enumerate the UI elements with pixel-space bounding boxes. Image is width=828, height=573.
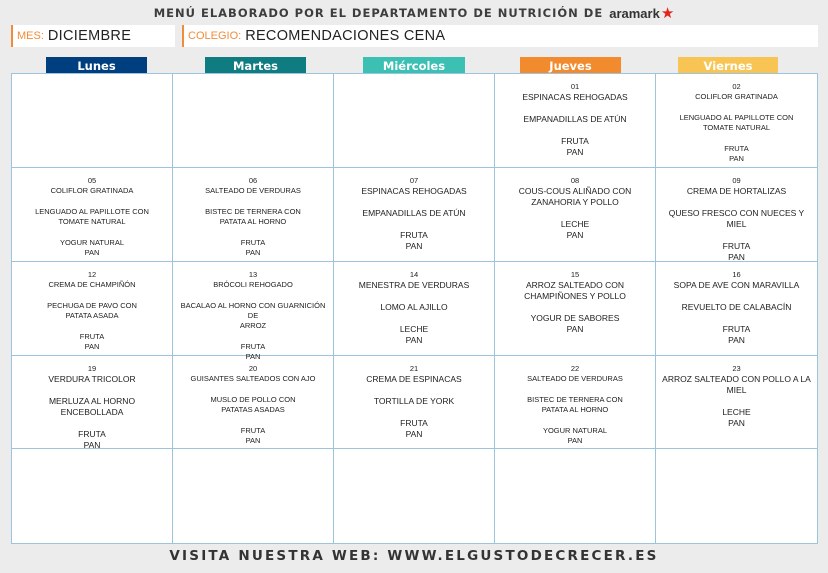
empty-day-cell (173, 74, 334, 168)
school-field (182, 25, 818, 47)
dish-line: ESPINACAS REHOGADAS (361, 186, 467, 196)
dish-line: LECHE (560, 219, 590, 229)
day-number: 14 (409, 270, 419, 279)
dish-line: MUSLO DE POLLO CON (210, 395, 296, 404)
day-cell (495, 168, 656, 262)
dish-line: PAN (566, 230, 584, 240)
dish-line: ZANAHORIA Y POLLO (531, 197, 619, 207)
day-number: 08 (570, 176, 580, 185)
dish-line: PAN (245, 248, 261, 257)
dish-line: PAN (405, 335, 423, 345)
day-cell (495, 356, 656, 449)
dish-line: PAN (245, 352, 261, 361)
dish-line: FRUTA (724, 144, 749, 153)
dish-line: YOGUR NATURAL (542, 426, 608, 435)
dish-line: BACALAO AL HORNO CON GUARNICIÓN DE (180, 301, 326, 320)
dish-line: SALTEADO DE VERDURAS (527, 374, 623, 383)
dish-line: PAN (83, 440, 101, 450)
dish-line: CREMA DE ESPINACAS (366, 374, 462, 384)
menu-calendar-grid (11, 73, 818, 544)
month-field (11, 25, 175, 47)
dish-line: FRUTA (722, 324, 751, 334)
day-header-lunes: Lunes (46, 57, 147, 74)
aramark-logo (609, 3, 675, 22)
dish-line: MERLUZA AL HORNO ENCEBOLLADA (48, 396, 136, 417)
day-cell (656, 262, 817, 356)
day-cell (334, 168, 495, 262)
dish-line: PATATA AL HORNO (219, 217, 287, 226)
dish-line: ESPINACAS REHOGADAS (522, 92, 628, 102)
dish-line: CREMA DE HORTALIZAS (686, 186, 787, 196)
dish-line: PAN (405, 241, 423, 251)
dish-line: PAN (728, 252, 745, 262)
dish-line: LENGUADO AL PAPILLOTE CON (35, 207, 149, 216)
day-cell (495, 262, 656, 356)
day-number: 22 (570, 364, 580, 373)
dish-line: BRÓCOLI REHOGADO (213, 280, 293, 289)
dish-line: PAN (84, 248, 100, 257)
dish-line: FRUTA (400, 230, 428, 240)
dish-line: FRUTA (240, 342, 266, 351)
dish-line: PAN (728, 335, 745, 345)
day-number: 05 (87, 176, 97, 185)
dish-line: REVUELTO DE CALABACÍN (681, 302, 792, 312)
school-value: RECOMENDACIONES CENA (245, 28, 446, 44)
dish-line: FRUTA (400, 418, 428, 428)
day-cell (12, 168, 173, 262)
dish-line: EMPANADILLAS DE ATÚN (362, 208, 466, 218)
day-header-jueves: Jueves (520, 57, 621, 74)
empty-day-cell (12, 449, 173, 543)
dish-line: PAN (566, 147, 584, 157)
dish-line: GUISANTES SALTEADOS CON AJO (190, 374, 316, 383)
dish-line: PATATA AL HORNO (541, 405, 609, 414)
dish-line: PATATA ASADA (65, 311, 119, 320)
empty-day-cell (656, 449, 817, 543)
day-header-martes: Martes (205, 57, 306, 74)
dish-line: FRUTA (240, 238, 266, 247)
empty-day-cell (173, 449, 334, 543)
dish-line: CHAMPIÑONES Y POLLO (524, 291, 626, 301)
day-cell (12, 356, 173, 449)
day-cell (173, 356, 334, 449)
day-number: 21 (409, 364, 419, 373)
day-header-viernes: Viernes (678, 57, 778, 74)
menu-title: MENÚ ELABORADO POR EL DEPARTAMENTO DE NUTRICIÓN DE (153, 6, 604, 20)
dish-line: YOGUR NATURAL (59, 238, 125, 247)
dish-line: SOPA DE AVE CON MARAVILLA (673, 280, 800, 290)
dish-line: MIEL (726, 385, 747, 395)
day-cell (173, 262, 334, 361)
dish-line: CREMA DE CHAMPIÑÓN (48, 280, 136, 289)
dish-line: PAN (84, 342, 100, 351)
dish-line: PAN (728, 418, 745, 428)
website-footer: VISITA NUESTRA WEB: WWW.ELGUSTODECRECER.ES (169, 548, 659, 564)
day-number: 19 (87, 364, 97, 373)
dish-line: COLIFLOR GRATINADA (50, 186, 134, 195)
day-cell (173, 168, 334, 262)
day-cell (334, 262, 495, 356)
day-number: 20 (248, 364, 258, 373)
dish-line: QUESO FRESCO CON NUECES Y MIEL (668, 208, 805, 229)
dish-line: FRUTA (79, 332, 105, 341)
empty-day-cell (12, 74, 173, 168)
brand-name: aramark (609, 5, 660, 21)
dish-line: LECHE (399, 324, 429, 334)
day-number: 06 (248, 176, 258, 185)
day-header-miercoles: Miércoles (363, 57, 465, 74)
dish-line: TOMATE NATURAL (702, 123, 771, 132)
dish-line: PAN (729, 154, 744, 163)
dish-line: MENESTRA DE VERDURAS (358, 280, 470, 290)
day-cell (334, 356, 495, 449)
dish-line: PAN (245, 436, 261, 445)
dish-line: FRUTA (561, 136, 589, 146)
dish-line: PATATAS ASADAS (221, 405, 285, 414)
day-number: 23 (732, 364, 741, 373)
day-number: 13 (248, 270, 258, 279)
day-cell (495, 74, 656, 168)
dish-line: PECHUGA DE PAVO CON (47, 301, 137, 310)
dish-line: PAN (567, 436, 583, 445)
star-icon: ★ (660, 3, 675, 22)
day-cell (656, 74, 817, 168)
dish-line: PAN (405, 429, 423, 439)
day-cell (12, 262, 173, 356)
month-value: DICIEMBRE (47, 28, 132, 44)
empty-day-cell (334, 74, 495, 168)
day-number: 16 (732, 270, 741, 279)
day-number: 15 (570, 270, 580, 279)
dish-line: FRUTA (722, 241, 751, 251)
day-number: 07 (409, 176, 419, 185)
dish-line: FRUTA (240, 426, 266, 435)
day-cell (656, 356, 817, 449)
dish-line: TORTILLA DE YORK (373, 396, 455, 406)
school-label: COLEGIO: (188, 30, 242, 42)
menu-title-bar (0, 4, 828, 22)
day-number: 02 (732, 82, 741, 91)
dish-line: VERDURA TRICOLOR (48, 374, 136, 384)
dish-line: BISTEC DE TERNERA CON (527, 395, 623, 404)
day-number: 09 (732, 176, 741, 185)
empty-day-cell (495, 449, 656, 543)
month-label: MES: (17, 30, 44, 42)
dish-line: COLIFLOR GRATINADA (695, 92, 778, 101)
dish-line: COUS-COUS ALIÑADO CON (518, 186, 632, 196)
dish-line: SALTEADO DE VERDURAS (205, 186, 301, 195)
dish-line: LECHE (722, 407, 751, 417)
dish-line: LOMO AL AJILLO (380, 302, 448, 312)
dish-line: BISTEC DE TERNERA CON (205, 207, 301, 216)
dish-line: EMPANADILLAS DE ATÚN (523, 114, 627, 124)
empty-day-cell (334, 449, 495, 543)
day-number: 01 (570, 82, 580, 91)
dish-line: LENGUADO AL PAPILLOTE CON (679, 113, 794, 122)
dish-line: TOMATE NATURAL (58, 217, 126, 226)
dish-line: ARROZ (239, 321, 267, 330)
day-number: 12 (87, 270, 97, 279)
day-cell (656, 168, 817, 262)
dish-line: ARROZ SALTEADO CON (525, 280, 625, 290)
dish-line: FRUTA (78, 429, 106, 439)
dish-line: ARROZ SALTEADO CON POLLO A LA (662, 374, 811, 384)
dish-line: YOGUR DE SABORES (530, 313, 620, 323)
dish-line: PAN (566, 324, 584, 334)
